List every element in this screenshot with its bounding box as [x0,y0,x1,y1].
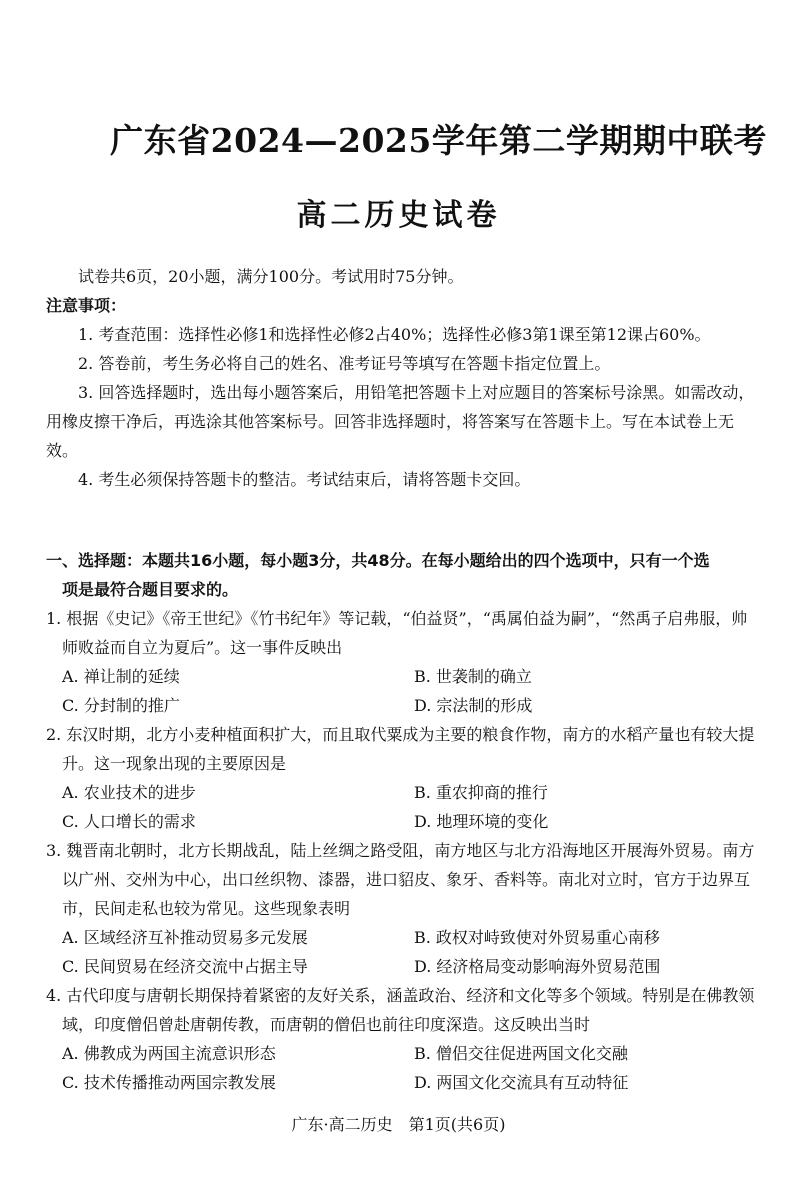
note-item: 3. 回答选择题时，选出每小题答案后，用铅笔把答题卡上对应题目的答案标号涂黑。如需改动，用橡皮擦干净后，再选涂其他答案标号。回答非选择题时，将答案写在答题卡上。写在本试卷上无效。 [46,383,755,460]
question-2 [46,720,758,836]
notes-heading: 注意事项： [46,296,127,315]
exam-subtitle: 高二历史试卷 [296,198,501,233]
option-c: C. 人口增长的需求 [62,812,196,831]
option-b: B. 世袭制的确立 [414,667,532,686]
option-a: A. 农业技术的进步 [62,783,196,802]
question-4 [46,981,758,1097]
option-a: A. 佛教成为两国主流意识形态 [62,1044,276,1063]
section-heading-line: 项是最符合题目要求的。 [62,580,239,599]
question-text: 4. 古代印度与唐朝长期保持着紧密的友好关系，涵盖政治、经济和文化等多个领域。特别是在佛教领域，印度僧侣曾赴唐朝传教，而唐朝的僧侣也前往印度深造。这反映出当时 [46,986,755,1034]
question-options [46,662,758,720]
option-b: B. 僧侣交往促进两国文化交融 [414,1044,628,1063]
question-options [46,1039,758,1097]
question-text: 2. 东汉时期，北方小麦种植面积扩大，而且取代粟成为主要的粮食作物，南方的水稻产量也有较大提升。这一现象出现的主要原因是 [46,725,755,773]
instructions [46,262,758,494]
option-c: C. 分封制的推广 [62,696,180,715]
question-text: 1. 根据《史记》《帝王世纪》《竹书纪年》等记载，“伯益贤”，“禹属伯益为嗣”，“然禹子启弗服，帅师败益而自立为夏后”。这一事件反映出 [46,609,748,657]
question-3 [46,836,758,981]
note-item: 4. 考生必须保持答题卡的整洁。考试结束后，请将答题卡交回。 [78,470,531,489]
option-c: C. 技术传播推动两国宗教发展 [62,1073,276,1092]
option-c: C. 民间贸易在经济交流中占据主导 [62,957,308,976]
question-1 [46,604,758,720]
option-b: B. 重农抑商的推行 [414,783,548,802]
option-b: B. 政权对峙致使对外贸易重心南移 [414,928,660,947]
option-d: D. 地理环境的变化 [414,812,549,831]
note-item: 2. 答卷前，考生务必将自己的姓名、准考证号等填写在答题卡指定位置上。 [78,354,611,373]
option-d: D. 两国文化交流具有互动特征 [414,1073,629,1092]
section-one [46,546,758,1097]
question-text: 3. 魏晋南北朝时，北方长期战乱，陆上丝绸之路受阻，南方地区与北方沿海地区开展海外贸易。南方以广州、交州为中心，出口丝织物、漆器，进口貂皮、象牙、香料等。南北对立时，官方于边界互市，民间走私也较为常见。这些现象表明 [46,841,755,918]
page-footer: 广东·高二历史 第1页(共6页) [291,1115,506,1134]
option-d: D. 宗法制的形成 [414,696,533,715]
option-a: A. 禅让制的延续 [62,667,180,686]
note-item: 1. 考查范围：选择性必修1和选择性必修2占40%；选择性必修3第1课至第12课占60%。 [78,325,711,344]
question-options [46,923,758,981]
exam-title: 广东省2024—2025学年第二学期期中联考 [110,121,767,160]
option-d: D. 经济格局变动影响海外贸易范围 [414,957,661,976]
option-a: A. 区域经济互补推动贸易多元发展 [62,928,308,947]
question-options [46,778,758,836]
intro-text: 试卷共6页，20小题，满分100分。考试用时75分钟。 [78,267,464,286]
section-heading-line: 一、选择题：本题共16小题，每小题3分，共48分。在每小题给出的四个选项中，只有一个选 [46,551,710,570]
